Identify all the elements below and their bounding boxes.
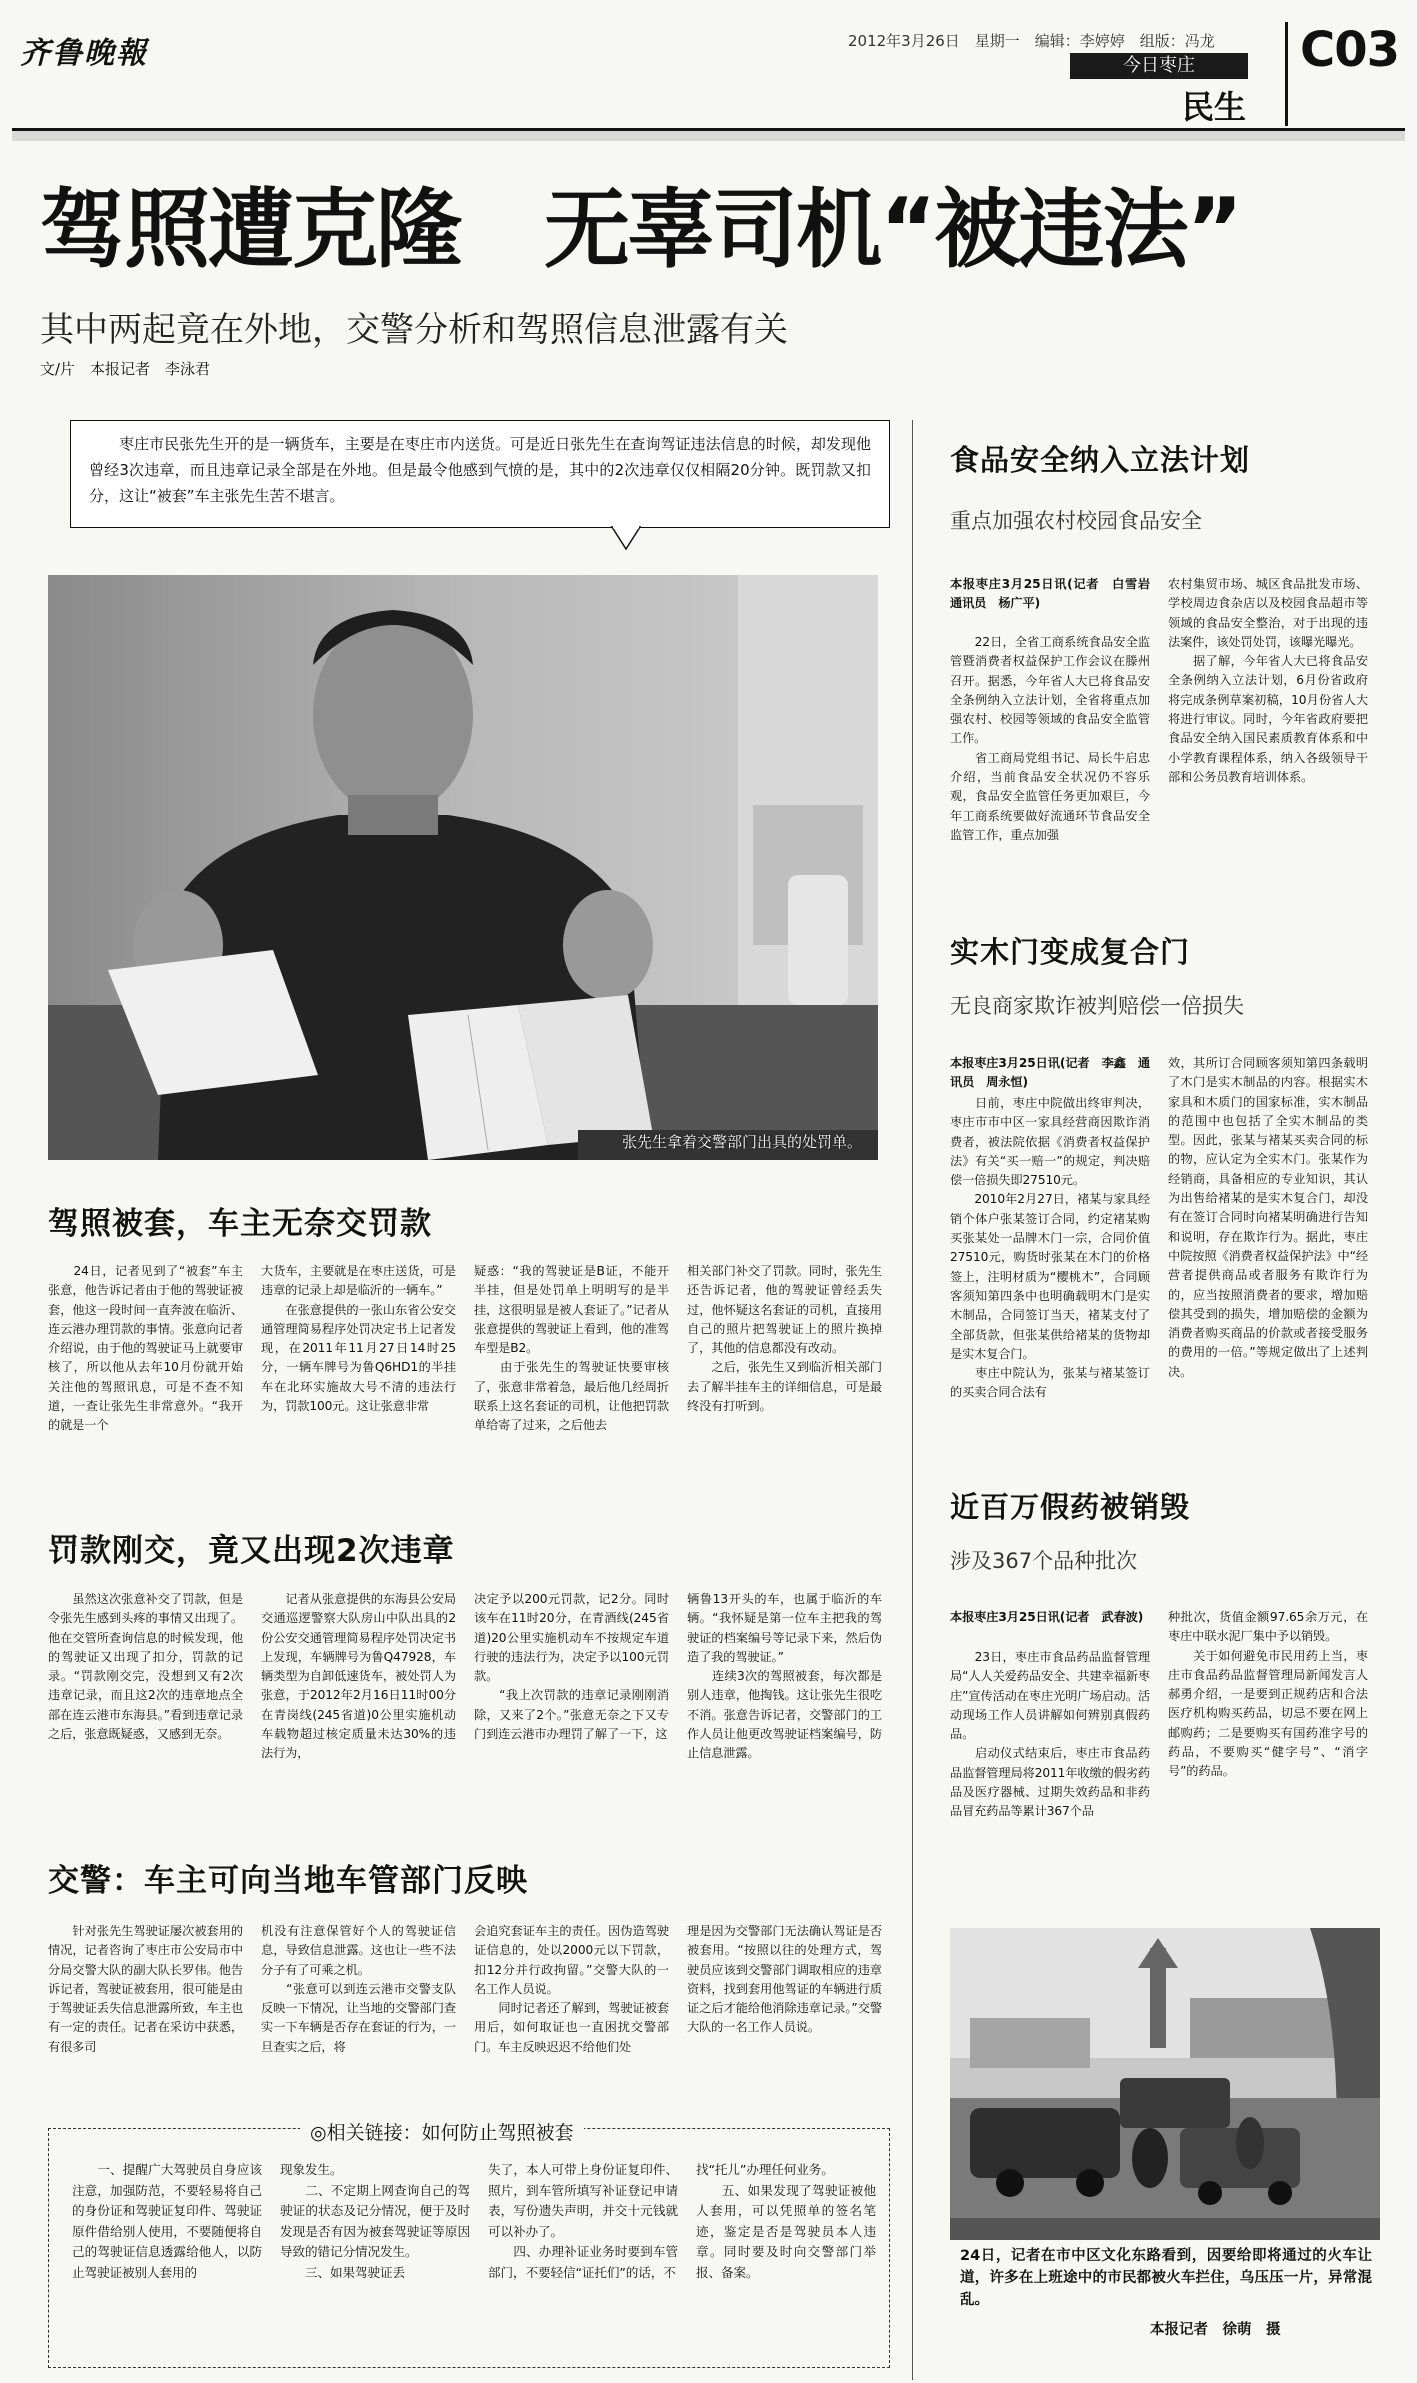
side-1-col-1: 22日，全省工商系统食品安全监管暨消费者权益保护工作会议在滕州召开。据悉，今年省人大已将食品安全条例纳入立法计划，全省将重点加强农村、校园等领域的食品安全监管工作。 省工商局党组书记、局长牛启忠介绍，当前食品安全状况仍不容乐观，食品安全监管任务更加艰巨，今年工商系统要做好流通环节食品安全监管工作，重点加强 bbox=[950, 635, 1150, 842]
section-3-col-3: 会追究套证车主的责任。因伪造驾驶证信息的，处以2000元以下罚款，扣12分并行政拘留。”交警大队的一名工作人员说。 同时记者还了解到，驾驶证被套用后，如何取证也一直困扰交警部门。车主反映迟迟不给他们处 bbox=[474, 1924, 669, 2054]
main-photo bbox=[48, 575, 878, 1160]
section-2-title: 罚款刚交，竟又出现2次违章 bbox=[48, 1533, 455, 1569]
section-1-title: 驾照被套，车主无奈交罚款 bbox=[48, 1206, 432, 1242]
bottom-photo-credit: 本报记者 徐萌 摄 bbox=[1150, 2322, 1281, 2338]
side-1-subtitle: 重点加强农村校园食品安全 bbox=[950, 509, 1202, 533]
section-1-col-1: 24日，记者见到了“被套”车主张意，他告诉记者由于他的驾驶证被套，他这一段时间一直奔波在临沂、连云港办理罚款的事情。张意向记者介绍说，由于他的驾驶证马上就要审核了，所以他从去年10月份就开始关注他的驾照讯息，可是不查不知道，一查让张先生非常意外。“我开的就是一个 bbox=[48, 1264, 243, 1433]
tips-col-1: 一、提醒广大驾驶员自身应该注意，加强防范，不要轻易将自己的身份证和驾驶证复印件、驾驶证原件借给别人使用，不要随便将自己的驾驶证信息透露给他人，以防止驾驶证被别人套用的 bbox=[72, 2162, 262, 2280]
bottom-photo-caption: 24日，记者在市中区文化东路看到，因要给即将通过的火车让道，许多在上班途中的市民都被火车拦住，乌压压一片，异常混乱。 bbox=[960, 2248, 1372, 2308]
section-2-col-4: 辆鲁13开头的车，也属于临沂的车辆。“我怀疑是第一位车主把我的驾驶证的档案编号等记录下来，然后伪造了我的驾驶证。” 连续3次的驾照被套，每次都是别人违章，他掏钱。这让张先生很吃不消。张意告诉记者，交警部门的工作人员让他更改驾驶证档案编号，防止信息泄露。 bbox=[687, 1592, 882, 1761]
tips-title: ◎相关链接：如何防止驾照被套 bbox=[300, 2118, 584, 2145]
main-photo-illustration bbox=[48, 575, 878, 1160]
section-name: 民生 bbox=[1182, 88, 1247, 126]
side-1-col-2: 农村集贸市场、城区食品批发市场、学校周边食杂店以及校园食品超市等领域的食品安全整治，对于出现的违法案件，该处罚处罚，该曝光曝光。 据了解，今年省人大已将食品安全条例纳入立法计划，6月份省政府将完成条例草案初稿，10月份省人大将进行审议。同时，今年省政府要把食品安全纳入国民素质教育体系和中小学教育课程体系，纳入各级领导干部和公务员教育培训体系。 bbox=[1168, 577, 1368, 784]
section-1-col-3: 疑惑：“我的驾驶证是B证，不能开半挂，但是处罚单上明明写的是半挂，这很明显是被人套证了。”记者从张意提供的驾驶证上看到，他的准驾车型是B2。 由于张先生的驾驶证快要审核了，张意非常着急，最后他几经周折联系上这名套证的司机，让他把罚款单给寄了过来，之后他去 bbox=[474, 1264, 669, 1433]
section-2-col-3: 决定予以200元罚款，记2分。同时该车在11时20分，在青酒线(245省道)20公里实施机动车不按规定车道行驶的违法行为，决定予以100元罚款。 “我上次罚款的违章记录刚刚消除，又来了2个。”张意无奈之下又专门到连云港市办理罚了解了一下，这 bbox=[474, 1592, 669, 1742]
section-1-col-4: 相关部门补交了罚款。同时，张先生还告诉记者，他的驾驶证曾经丢失过，他怀疑这名套证的司机，直接用自己的照片把驾驶证上的照片换掉了，其他的信息都没有改动。 之后，张先生又到临沂相关部门去了解半挂车主的详细信息，可是最终没有打听到。 bbox=[687, 1264, 882, 1414]
bottom-photo bbox=[950, 1928, 1380, 2240]
side-2-subtitle: 无良商家欺诈被判赔偿一倍损失 bbox=[950, 994, 1244, 1018]
masthead-divider bbox=[1285, 22, 1288, 126]
lead-box-pointer bbox=[610, 527, 650, 551]
section-3-col-4: 理是因为交警部门无法确认驾证是否被套用。“按照以往的处理方式，驾驶员应该到交警部门调取相应的违章资料，找到套用他驾证的车辆进行质证之后才能给他消除违章记录。”交警大队的一名工作人员说。 bbox=[687, 1924, 882, 2035]
section-3-title: 交警：车主可向当地车管部门反映 bbox=[48, 1863, 528, 1899]
side-3-col-1: 23日，枣庄市食品药品监督管理局“人人关爱药品安全、共建幸福新枣庄”宣传活动在枣庄光明广场启动。活动现场工作人员讲解如何辨别真假药品。 启动仪式结束后，枣庄市食品药品监督管理局将2011年收缴的假劣药品及医疗器械、过期失效药品和非药品冒充药品等累计367个品 bbox=[950, 1650, 1150, 1819]
side-3-col-2: 种批次，货值金额97.65余万元，在枣庄中联水泥厂集中予以销毁。 关于如何避免市民用药上当，枣庄市食品药品监督管理局新闻发言人郝勇介绍，一是要到正规药店和合法医疗机构购买药品，切忌不要在网上邮购药；二是要购买有国药准字号的药品，不要购买“健字号”、“消字号”的药品。 bbox=[1168, 1610, 1368, 1779]
side-1-byline: 本报枣庄3月25日讯(记者 白雪岩 通讯员 杨广平) bbox=[950, 577, 1163, 611]
byline: 文/片 本报记者 李泳君 bbox=[40, 360, 211, 378]
section-1-col-2: 大货车，主要就是在枣庄送货，可是违章的记录上却是临沂的一辆车。” 在张意提供的一张山东省公安交通管理简易程序处罚决定书上记者发现，在2011年11月27日14时25分，一辆车牌号为鲁Q6HD1的半挂车在北环实施故大号不清的违法行为，罚款100元。这让张意非常 bbox=[261, 1264, 456, 1414]
section-3-col-2: 机没有注意保管好个人的驾驶证信息，导致信息泄露。这也让一些不法分子有了可乘之机。 “张意可以到连云港市交警支队反映一下情况，让当地的交警部门查实一下车辆是否存在套证的行为，一旦查实之后，将 bbox=[261, 1924, 456, 2054]
lead-text: 枣庄市民张先生开的是一辆货车，主要是在枣庄市内送货。可是近日张先生在查询驾证违法信息的时候，却发现他曾经3次违章，而且违章记录全部是在外地。但是最令他感到气愤的是，其中的2次违章仅仅相隔20分钟。既罚款又扣分，这让“被套”车主张先生苦不堪言。 bbox=[89, 435, 871, 505]
date-line: 2012年3月26日 星期一 编辑：李婷婷 组版：冯龙 bbox=[848, 32, 1215, 50]
lead-box bbox=[70, 420, 890, 528]
section-2-col-1: 虽然这次张意补交了罚款，但是令张先生感到头疼的事情又出现了。他在交管所查询信息的时候发现，他的驾驶证又出现了扣分，罚款的记录。“罚款刚交完，没想到又有2次违章记录，而且这2次的违章地点全部在连云港市东海县。”看到违章记录之后，张意既疑惑，又感到无奈。 bbox=[48, 1592, 243, 1742]
tips-col-2: 现象发生。 二、不定期上网查询自己的驾驶证的状态及记分情况，便于及时发现是否有因为被套驾驶证等原因导致的错记分情况发生。 三、如果驾驶证丢 bbox=[280, 2162, 470, 2280]
section-tab: 今日枣庄 bbox=[1070, 53, 1248, 79]
tips-col-4: 找“托儿”办理任何业务。 五、如果发现了驾驶证被他人套用，可以凭照单的签名笔迹，鉴定是否是驾驶员本人违章。同时要及时向交警部门举报、备案。 bbox=[696, 2162, 876, 2280]
side-2-col-1: 日前，枣庄中院做出终审判决，枣庄市市中区一家具经营商因欺诈消费者，被法院依据《消费者权益保护法》有关“买一赔一”的规定，判决赔偿一倍损失即27510元。 2010年2月27日，褚某与家具经销个体户张某签订合同，约定褚某购买张某处一品牌木门一宗，合同价值27510元，购货时张某在木门的价格签上，注明材质为“樱桃木”，合同顾客须知第四条中也明确载明木门是实木制品，合同签订当天，褚某支付了全部货款，但张某供给褚某的货物却是实木复合门。 枣庄中院认为，张某与褚某签订的买卖合同合法有 bbox=[950, 1096, 1150, 1400]
subheadline: 其中两起竟在外地，交警分析和驾照信息泄露有关 bbox=[40, 310, 788, 350]
headline: 驾照遭克隆 无辜司机“被违法” bbox=[40, 180, 1242, 280]
section-2-col-2: 记者从张意提供的东海县公安局交通巡逻警察大队房山中队出具的2份公安交通管理简易程序处罚决定书上发现，车辆牌号为鲁Q47928，车辆类型为自卸低速货车，被处罚人为张意，于2012年2月16日11时00分在青岗线(245省道)0公里实施机动车载物超过核定质量未达30%的违法行为， bbox=[261, 1592, 456, 1761]
side-2-title: 实木门变成复合门 bbox=[950, 935, 1191, 969]
side-3-byline: 本报枣庄3月25日讯(记者 武春波) bbox=[950, 1610, 1144, 1624]
side-3-title: 近百万假药被销毁 bbox=[950, 1490, 1191, 1524]
tips-col-3: 失了，本人可带上身份证复印件、照片，到车管所填写补证登记申请表，写份遗失声明，并交十元钱就可以补办了。 四、办理补证业务时要到车管部门，不要轻信“证托们”的话，不 bbox=[488, 2162, 678, 2280]
paper-name: 齐鲁晚報 bbox=[20, 36, 148, 71]
side-1-title: 食品安全纳入立法计划 bbox=[950, 443, 1251, 477]
page-code: C03 bbox=[1300, 22, 1400, 78]
column-divider bbox=[912, 420, 913, 2380]
photo-caption: 张先生拿着交警部门出具的处罚单。 bbox=[621, 1133, 862, 1151]
side-3-subtitle: 涉及367个品种批次 bbox=[950, 1549, 1138, 1573]
bottom-photo-illustration bbox=[950, 1928, 1380, 2240]
section-3-col-1: 针对张先生驾驶证屡次被套用的情况，记者咨询了枣庄市公安局市中分局交警大队的副大队长罗伟。他告诉记者，驾驶证被套用，很可能是由于驾驶证丢失信息泄露所致，车主也有一定的责任。记者在采访中获悉，有很多司 bbox=[48, 1924, 243, 2054]
top-shade bbox=[12, 131, 1405, 141]
side-2-col-2: 效，其所订合同顾客须知第四条载明了木门是实木制品的内容。根据实木家具和木质门的国家标准，实木制品的范围中也包括了全实木制品的类型。因此，张某与褚某买卖合同的标的物，应认定为全实木门。张某作为经销商，具备相应的专业知识，其认为出售给褚某的是实木复合门，却没有在签订合同时向褚某明确进行告知和说明，存在欺诈行为。据此，枣庄中院按照《消费者权益保护法》中“经营者提供商品或者服务有欺诈行为的，应当按照消费者的要求，增加赔偿其受到的损失，增加赔偿的金额为消费者购买商品的价款或者接受服务的费用的一倍。”等规定做出了上述判决。 bbox=[1168, 1056, 1368, 1379]
side-2-byline: 本报枣庄3月25日讯(记者 李鑫 通讯员 周永恒) bbox=[950, 1056, 1150, 1090]
